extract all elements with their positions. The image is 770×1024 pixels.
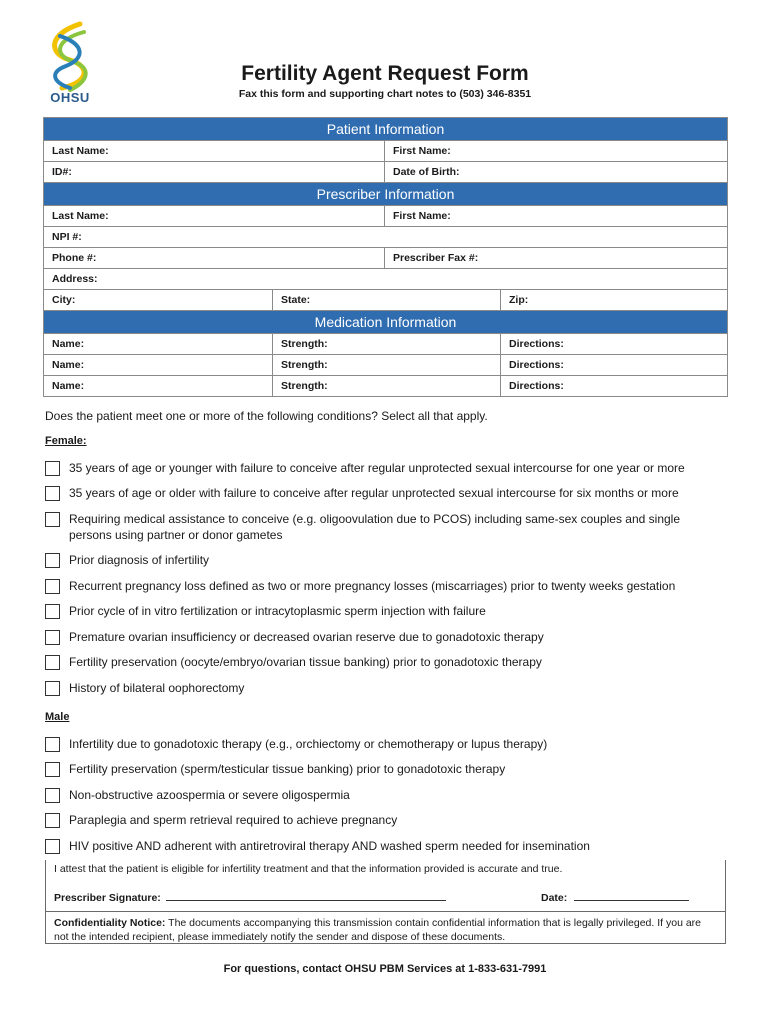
condition-text: History of bilateral oophorectomy [69,681,245,695]
date-field[interactable] [574,890,689,901]
medication-row [44,376,727,396]
prescriber-info-heading: Prescriber Information [44,183,727,206]
prescriber-phone-field[interactable]: Phone #: [52,252,97,264]
female-condition-item [45,629,725,645]
female-condition-item [45,680,725,696]
patient-dob-field[interactable]: Date of Birth: [384,162,727,182]
prescriber-address-field[interactable]: Address: [52,273,98,285]
female-condition-item [45,654,725,670]
condition-text: Fertility preservation (sperm/testicular tissue banking) prior to gonadotoxic therapy [69,762,506,776]
patient-first-name-field[interactable]: First Name: [384,141,727,161]
medication-strength-field[interactable]: Strength: [272,376,500,396]
condition-text: 35 years of age or younger with failure to conceive after regular unprotected sexual intercourse for one year or more [69,461,685,475]
patient-id-row [44,162,727,183]
signature-label: Prescriber Signature: [54,892,161,904]
condition-text: Infertility due to gonadotoxic therapy (e.g., orchiectomy or chemotherapy or lupus therapy) [69,737,548,751]
male-condition-item [45,736,725,752]
checkbox[interactable] [45,553,60,568]
checkbox[interactable] [45,655,60,670]
fax-instructions: Fax this form and supporting chart notes to (503) 346-8351 [238,88,532,100]
condition-text: Recurrent pregnancy loss defined as two or more pregnancy losses (miscarriages) prior to twenty weeks gestation [69,579,676,593]
medication-strength-field[interactable]: Strength: [272,355,500,375]
checkbox[interactable] [45,604,60,619]
prescriber-npi-field[interactable]: NPI #: [52,231,82,243]
conditions-question: Does the patient meet one or more of the following conditions? Select all that apply. [45,409,488,423]
patient-name-row [44,141,727,162]
condition-text: Requiring medical assistance to conceive (e.g. oligoovulation due to PCOS) including same-sex couples and single persons using partner or donor gametes [69,512,681,542]
checkbox[interactable] [45,681,60,696]
signature-field[interactable] [166,890,446,901]
female-condition-item [45,485,725,501]
condition-text: Non-obstructive azoospermia or severe oligospermia [69,788,350,802]
prescriber-city-row [44,290,727,311]
condition-text: Prior diagnosis of infertility [69,553,210,567]
prescriber-last-name-field[interactable]: Last Name: [52,210,109,222]
patient-id-field[interactable]: ID#: [52,166,72,178]
prescriber-zip-field[interactable]: Zip: [500,290,727,310]
confidentiality-label: Confidentiality Notice: [54,917,166,929]
condition-text: HIV positive AND adherent with antiretroviral therapy AND washed sperm needed for insemination [69,839,590,853]
male-label: Male [45,711,70,723]
male-condition-item [45,812,725,828]
female-condition-item [45,578,725,594]
checkbox[interactable] [45,630,60,645]
medication-directions-field[interactable]: Directions: [500,355,727,375]
female-condition-item [45,552,725,568]
prescriber-fax-field[interactable]: Prescriber Fax #: [384,248,727,268]
medication-name-field[interactable]: Name: [52,338,85,350]
signature-line [54,890,446,904]
prescriber-npi-row [44,227,727,248]
prescriber-state-field[interactable]: State: [272,290,500,310]
attestation-box [45,860,726,944]
prescriber-city-field[interactable]: City: [52,294,76,306]
confidentiality-notice [46,911,725,944]
female-condition-item [45,460,725,476]
prescriber-phone-row [44,248,727,269]
condition-text: Prior cycle of in vitro fertilization or intracytoplasmic sperm injection with failure [69,604,486,618]
medication-name-field[interactable]: Name: [52,359,85,371]
medication-directions-field[interactable]: Directions: [500,334,727,354]
condition-text: Paraplegia and sperm retrieval required to achieve pregnancy [69,813,398,827]
medication-name-field[interactable]: Name: [52,380,85,392]
medication-strength-field[interactable]: Strength: [272,334,500,354]
form-title: Fertility Agent Request Form [241,62,529,85]
medication-info-heading: Medication Information [44,311,727,334]
male-condition-item [45,838,725,854]
prescriber-name-row [44,206,727,227]
checkbox[interactable] [45,762,60,777]
condition-text: 35 years of age or older with failure to conceive after regular unprotected sexual intercourse for six months or more [69,486,679,500]
confidentiality-text: The documents accompanying this transmission contain confidential information that is legally privileged. If you are not the intended recipient, please immediately notify the sender and dispose of these documents. [54,917,702,943]
date-line [541,890,689,904]
condition-text: Fertility preservation (oocyte/embryo/ovarian tissue banking) prior to gonadotoxic therapy [69,655,542,669]
medication-row [44,334,727,355]
medication-row [44,355,727,376]
checkbox[interactable] [45,813,60,828]
attestation-text: I attest that the patient is eligible for infertility treatment and that the information provided is accurate and true. [54,863,563,875]
male-condition-item [45,787,725,803]
female-condition-item [45,511,725,543]
male-condition-item [45,761,725,777]
logo-text: OHSU [50,90,90,105]
checkbox[interactable] [45,839,60,854]
checkbox[interactable] [45,788,60,803]
checkbox[interactable] [45,512,60,527]
patient-last-name-field[interactable]: Last Name: [52,145,109,157]
female-label: Female: [45,435,87,447]
checkbox[interactable] [45,486,60,501]
date-label: Date: [541,892,568,904]
checkbox[interactable] [45,737,60,752]
medication-directions-field[interactable]: Directions: [500,376,727,396]
patient-info-heading: Patient Information [44,118,727,141]
female-condition-item [45,603,725,619]
checkbox[interactable] [45,579,60,594]
condition-text: Premature ovarian insufficiency or decreased ovarian reserve due to gonadotoxic therapy [69,630,544,644]
checkbox[interactable] [45,461,60,476]
prescriber-address-row [44,269,727,290]
contact-footer: For questions, contact OHSU PBM Services at 1-833-631-7991 [223,963,547,975]
prescriber-first-name-field[interactable]: First Name: [384,206,727,226]
request-form-table [43,117,728,397]
